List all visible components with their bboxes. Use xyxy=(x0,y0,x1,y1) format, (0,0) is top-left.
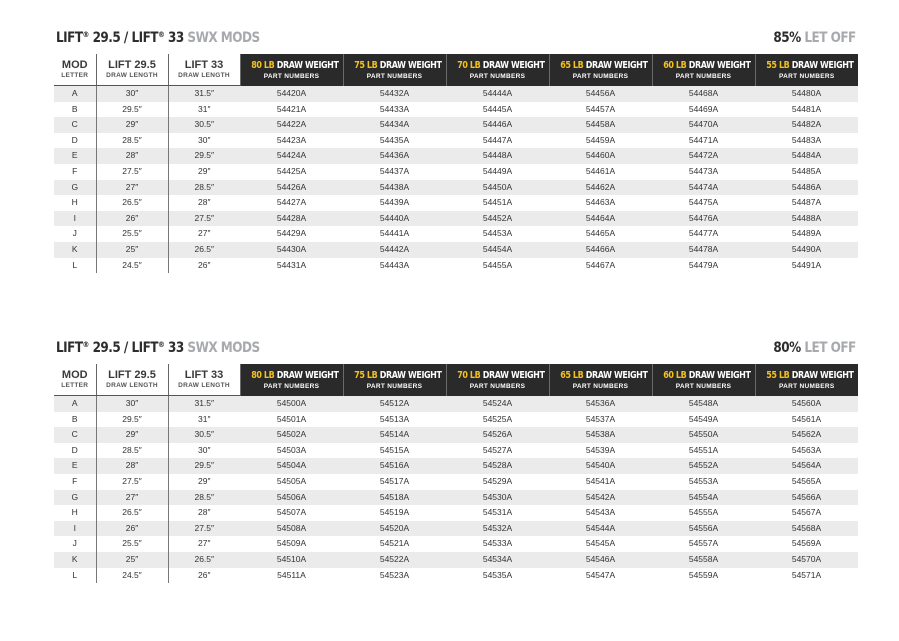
part-60lb-cell: 54476A xyxy=(652,211,755,227)
part-55lb-cell: 54483A xyxy=(755,133,858,149)
part-80lb-cell: 54504A xyxy=(240,458,343,474)
part-75lb-cell: 54441A xyxy=(343,226,446,242)
lift-29-5-length-cell: 29.5″ xyxy=(96,412,168,428)
lift-29-5-length-cell: 25.5″ xyxy=(96,226,168,242)
part-70lb-cell: 54455A xyxy=(446,258,549,274)
lift-33-length-cell: 28″ xyxy=(168,195,240,211)
part-75lb-cell: 54437A xyxy=(343,164,446,180)
part-60lb-cell: 54471A xyxy=(652,133,755,149)
lift-33-length-cell: 26.5″ xyxy=(168,552,240,568)
lift-29-5-length-cell: 27″ xyxy=(96,180,168,196)
table-row xyxy=(54,536,858,552)
mod-letter-cell: C xyxy=(54,117,96,133)
part-70lb-cell: 54532A xyxy=(446,521,549,537)
mod-letter-cell: G xyxy=(54,490,96,506)
mod-letter-cell: C xyxy=(54,427,96,443)
mod-letter-cell: K xyxy=(54,242,96,258)
part-65lb-cell: 54546A xyxy=(549,552,652,568)
mod-letter-cell: K xyxy=(54,552,96,568)
part-55lb-cell: 54568A xyxy=(755,521,858,537)
mod-letter-cell: H xyxy=(54,195,96,211)
mod-letter-cell: B xyxy=(54,412,96,428)
lift-29-5-length-cell: 28.5″ xyxy=(96,443,168,459)
part-70lb-cell: 54530A xyxy=(446,490,549,506)
let-off-label: 80% LET OFF xyxy=(773,340,856,356)
part-55lb-cell: 54565A xyxy=(755,474,858,490)
part-55lb-cell: 54571A xyxy=(755,568,858,584)
part-55lb-cell: 54490A xyxy=(755,242,858,258)
part-60lb-cell: 54554A xyxy=(652,490,755,506)
part-75lb-cell: 54517A xyxy=(343,474,446,490)
part-70lb-cell: 54454A xyxy=(446,242,549,258)
mod-letter-cell: D xyxy=(54,443,96,459)
lift-29-5-length-cell: 27.5″ xyxy=(96,164,168,180)
part-65lb-cell: 54459A xyxy=(549,133,652,149)
part-75lb-cell: 54515A xyxy=(343,443,446,459)
lift-33-length-cell: 30.5″ xyxy=(168,117,240,133)
part-65lb-cell: 54540A xyxy=(549,458,652,474)
table-row xyxy=(54,568,858,584)
table-row xyxy=(54,242,858,258)
mod-letter-cell: F xyxy=(54,474,96,490)
part-60lb-cell: 54550A xyxy=(652,427,755,443)
part-75lb-cell: 54514A xyxy=(343,427,446,443)
part-65lb-cell: 54543A xyxy=(549,505,652,521)
lift-33-length-cell: 30″ xyxy=(168,133,240,149)
part-65lb-cell: 54460A xyxy=(549,148,652,164)
table-row xyxy=(54,396,858,412)
part-75lb-cell: 54440A xyxy=(343,211,446,227)
header-80lb: 80 LB DRAW WEIGHT PART NUMBERS xyxy=(240,364,343,396)
part-60lb-cell: 54555A xyxy=(652,505,755,521)
header-75lb: 75 LB DRAW WEIGHT PART NUMBERS xyxy=(343,54,446,86)
part-65lb-cell: 54461A xyxy=(549,164,652,180)
part-60lb-cell: 54551A xyxy=(652,443,755,459)
part-75lb-cell: 54522A xyxy=(343,552,446,568)
part-60lb-cell: 54553A xyxy=(652,474,755,490)
part-70lb-cell: 54449A xyxy=(446,164,549,180)
table-row xyxy=(54,521,858,537)
header-55lb: 55 LB DRAW WEIGHT PART NUMBERS xyxy=(755,364,858,396)
header-lift-33: LIFT 33 DRAW LENGTH xyxy=(168,54,240,86)
part-60lb-cell: 54472A xyxy=(652,148,755,164)
part-80lb-cell: 54425A xyxy=(240,164,343,180)
header-65lb: 65 LB DRAW WEIGHT PART NUMBERS xyxy=(549,54,652,86)
part-55lb-cell: 54569A xyxy=(755,536,858,552)
part-80lb-cell: 54511A xyxy=(240,568,343,584)
table-row xyxy=(54,86,858,102)
header-70lb: 70 LB DRAW WEIGHT PART NUMBERS xyxy=(446,364,549,396)
part-80lb-cell: 54423A xyxy=(240,133,343,149)
part-65lb-cell: 54547A xyxy=(549,568,652,584)
lift-29-5-length-cell: 30″ xyxy=(96,396,168,412)
part-70lb-cell: 54535A xyxy=(446,568,549,584)
part-60lb-cell: 54556A xyxy=(652,521,755,537)
part-65lb-cell: 54539A xyxy=(549,443,652,459)
table-row xyxy=(54,474,858,490)
part-75lb-cell: 54442A xyxy=(343,242,446,258)
part-80lb-cell: 54510A xyxy=(240,552,343,568)
lift-29-5-length-cell: 26.5″ xyxy=(96,505,168,521)
table-header-row xyxy=(54,364,858,396)
lift-33-length-cell: 26″ xyxy=(168,258,240,274)
part-80lb-cell: 54431A xyxy=(240,258,343,274)
part-80lb-cell: 54506A xyxy=(240,490,343,506)
part-65lb-cell: 54464A xyxy=(549,211,652,227)
lift-33-length-cell: 31.5″ xyxy=(168,86,240,102)
part-70lb-cell: 54529A xyxy=(446,474,549,490)
part-75lb-cell: 54435A xyxy=(343,133,446,149)
mod-letter-cell: A xyxy=(54,396,96,412)
table-row xyxy=(54,180,858,196)
part-55lb-cell: 54480A xyxy=(755,86,858,102)
part-70lb-cell: 54447A xyxy=(446,133,549,149)
part-60lb-cell: 54468A xyxy=(652,86,755,102)
mod-letter-cell: G xyxy=(54,180,96,196)
lift-33-length-cell: 31.5″ xyxy=(168,396,240,412)
part-60lb-cell: 54558A xyxy=(652,552,755,568)
part-65lb-cell: 54545A xyxy=(549,536,652,552)
part-65lb-cell: 54544A xyxy=(549,521,652,537)
part-75lb-cell: 54434A xyxy=(343,117,446,133)
part-70lb-cell: 54533A xyxy=(446,536,549,552)
part-75lb-cell: 54443A xyxy=(343,258,446,274)
mod-letter-cell: E xyxy=(54,458,96,474)
lift-33-length-cell: 26″ xyxy=(168,568,240,584)
table-row xyxy=(54,443,858,459)
mods-section-80 xyxy=(54,336,858,583)
part-65lb-cell: 54467A xyxy=(549,258,652,274)
part-70lb-cell: 54526A xyxy=(446,427,549,443)
lift-29-5-length-cell: 28″ xyxy=(96,148,168,164)
lift-33-length-cell: 27.5″ xyxy=(168,521,240,537)
part-80lb-cell: 54422A xyxy=(240,117,343,133)
lift-33-length-cell: 29″ xyxy=(168,164,240,180)
lift-29-5-length-cell: 28″ xyxy=(96,458,168,474)
lift-29-5-length-cell: 29.5″ xyxy=(96,102,168,118)
part-70lb-cell: 54445A xyxy=(446,102,549,118)
part-55lb-cell: 54570A xyxy=(755,552,858,568)
mod-letter-cell: J xyxy=(54,536,96,552)
part-80lb-cell: 54500A xyxy=(240,396,343,412)
part-60lb-cell: 54475A xyxy=(652,195,755,211)
part-55lb-cell: 54484A xyxy=(755,148,858,164)
mod-letter-cell: D xyxy=(54,133,96,149)
header-60lb: 60 LB DRAW WEIGHT PART NUMBERS xyxy=(652,364,755,396)
table-row xyxy=(54,226,858,242)
part-55lb-cell: 54561A xyxy=(755,412,858,428)
part-75lb-cell: 54523A xyxy=(343,568,446,584)
part-75lb-cell: 54436A xyxy=(343,148,446,164)
part-55lb-cell: 54566A xyxy=(755,490,858,506)
header-lift-29-5: LIFT 29.5 DRAW LENGTH xyxy=(96,54,168,86)
lift-29-5-length-cell: 24.5″ xyxy=(96,258,168,274)
lift-33-length-cell: 28.5″ xyxy=(168,180,240,196)
part-65lb-cell: 54465A xyxy=(549,226,652,242)
lift-33-length-cell: 29.5″ xyxy=(168,458,240,474)
header-55lb: 55 LB DRAW WEIGHT PART NUMBERS xyxy=(755,54,858,86)
header-lift-33: LIFT 33 DRAW LENGTH xyxy=(168,364,240,396)
header-mod-letter: MOD LETTER xyxy=(54,54,96,86)
part-55lb-cell: 54562A xyxy=(755,427,858,443)
lift-33-length-cell: 29″ xyxy=(168,474,240,490)
part-55lb-cell: 54489A xyxy=(755,226,858,242)
lift-33-length-cell: 30″ xyxy=(168,443,240,459)
lift-33-length-cell: 29.5″ xyxy=(168,148,240,164)
header-mod-letter: MOD LETTER xyxy=(54,364,96,396)
part-60lb-cell: 54548A xyxy=(652,396,755,412)
part-60lb-cell: 54470A xyxy=(652,117,755,133)
lift-29-5-length-cell: 26″ xyxy=(96,521,168,537)
mod-letter-cell: I xyxy=(54,521,96,537)
table-row xyxy=(54,258,858,274)
table-row xyxy=(54,427,858,443)
part-55lb-cell: 54486A xyxy=(755,180,858,196)
lift-29-5-length-cell: 24.5″ xyxy=(96,568,168,584)
lift-33-length-cell: 27″ xyxy=(168,536,240,552)
part-55lb-cell: 54564A xyxy=(755,458,858,474)
table-row xyxy=(54,458,858,474)
part-70lb-cell: 54534A xyxy=(446,552,549,568)
part-55lb-cell: 54482A xyxy=(755,117,858,133)
part-60lb-cell: 54549A xyxy=(652,412,755,428)
part-70lb-cell: 54452A xyxy=(446,211,549,227)
part-75lb-cell: 54433A xyxy=(343,102,446,118)
lift-33-length-cell: 28.5″ xyxy=(168,490,240,506)
part-80lb-cell: 54420A xyxy=(240,86,343,102)
part-80lb-cell: 54502A xyxy=(240,427,343,443)
part-60lb-cell: 54478A xyxy=(652,242,755,258)
part-70lb-cell: 54531A xyxy=(446,505,549,521)
header-lift-29-5: LIFT 29.5 DRAW LENGTH xyxy=(96,364,168,396)
table-row xyxy=(54,133,858,149)
lift-29-5-length-cell: 25″ xyxy=(96,552,168,568)
lift-33-length-cell: 27″ xyxy=(168,226,240,242)
part-75lb-cell: 54516A xyxy=(343,458,446,474)
section-title-row xyxy=(54,336,858,364)
table-row xyxy=(54,148,858,164)
mod-letter-cell: L xyxy=(54,568,96,584)
lift-29-5-length-cell: 27″ xyxy=(96,490,168,506)
part-65lb-cell: 54542A xyxy=(549,490,652,506)
part-number-table xyxy=(54,54,858,273)
table-row xyxy=(54,195,858,211)
mod-letter-cell: A xyxy=(54,86,96,102)
part-75lb-cell: 54439A xyxy=(343,195,446,211)
table-row xyxy=(54,211,858,227)
part-60lb-cell: 54477A xyxy=(652,226,755,242)
lift-33-length-cell: 27.5″ xyxy=(168,211,240,227)
section-title: LIFT® 29.5 / LIFT® 33 SWX MODS xyxy=(56,340,260,356)
part-75lb-cell: 54520A xyxy=(343,521,446,537)
part-80lb-cell: 54430A xyxy=(240,242,343,258)
part-70lb-cell: 54453A xyxy=(446,226,549,242)
part-55lb-cell: 54491A xyxy=(755,258,858,274)
part-80lb-cell: 54501A xyxy=(240,412,343,428)
part-65lb-cell: 54457A xyxy=(549,102,652,118)
part-65lb-cell: 54541A xyxy=(549,474,652,490)
part-70lb-cell: 54448A xyxy=(446,148,549,164)
lift-33-length-cell: 31″ xyxy=(168,102,240,118)
part-65lb-cell: 54536A xyxy=(549,396,652,412)
part-80lb-cell: 54509A xyxy=(240,536,343,552)
table-row xyxy=(54,412,858,428)
part-60lb-cell: 54479A xyxy=(652,258,755,274)
part-80lb-cell: 54503A xyxy=(240,443,343,459)
part-65lb-cell: 54462A xyxy=(549,180,652,196)
header-65lb: 65 LB DRAW WEIGHT PART NUMBERS xyxy=(549,364,652,396)
part-70lb-cell: 54446A xyxy=(446,117,549,133)
lift-33-length-cell: 28″ xyxy=(168,505,240,521)
table-row xyxy=(54,505,858,521)
part-65lb-cell: 54456A xyxy=(549,86,652,102)
header-60lb: 60 LB DRAW WEIGHT PART NUMBERS xyxy=(652,54,755,86)
part-80lb-cell: 54428A xyxy=(240,211,343,227)
part-70lb-cell: 54525A xyxy=(446,412,549,428)
header-80lb: 80 LB DRAW WEIGHT PART NUMBERS xyxy=(240,54,343,86)
part-75lb-cell: 54432A xyxy=(343,86,446,102)
mod-letter-cell: I xyxy=(54,211,96,227)
part-55lb-cell: 54488A xyxy=(755,211,858,227)
part-70lb-cell: 54444A xyxy=(446,86,549,102)
lift-33-length-cell: 26.5″ xyxy=(168,242,240,258)
lift-29-5-length-cell: 29″ xyxy=(96,427,168,443)
part-60lb-cell: 54552A xyxy=(652,458,755,474)
part-60lb-cell: 54469A xyxy=(652,102,755,118)
mods-section-85 xyxy=(54,26,858,273)
part-80lb-cell: 54424A xyxy=(240,148,343,164)
mod-letter-cell: F xyxy=(54,164,96,180)
lift-29-5-length-cell: 26.5″ xyxy=(96,195,168,211)
part-60lb-cell: 54473A xyxy=(652,164,755,180)
table-row xyxy=(54,117,858,133)
section-title-row xyxy=(54,26,858,54)
part-75lb-cell: 54518A xyxy=(343,490,446,506)
part-75lb-cell: 54513A xyxy=(343,412,446,428)
part-55lb-cell: 54481A xyxy=(755,102,858,118)
table-header-row xyxy=(54,54,858,86)
part-60lb-cell: 54474A xyxy=(652,180,755,196)
part-80lb-cell: 54429A xyxy=(240,226,343,242)
lift-29-5-length-cell: 25″ xyxy=(96,242,168,258)
mod-letter-cell: L xyxy=(54,258,96,274)
part-80lb-cell: 54507A xyxy=(240,505,343,521)
lift-29-5-length-cell: 28.5″ xyxy=(96,133,168,149)
lift-33-length-cell: 31″ xyxy=(168,412,240,428)
part-65lb-cell: 54463A xyxy=(549,195,652,211)
mod-letter-cell: J xyxy=(54,226,96,242)
part-75lb-cell: 54438A xyxy=(343,180,446,196)
mod-letter-cell: H xyxy=(54,505,96,521)
lift-29-5-length-cell: 27.5″ xyxy=(96,474,168,490)
mod-letter-cell: E xyxy=(54,148,96,164)
part-75lb-cell: 54519A xyxy=(343,505,446,521)
table-row xyxy=(54,102,858,118)
header-75lb: 75 LB DRAW WEIGHT PART NUMBERS xyxy=(343,364,446,396)
lift-29-5-length-cell: 29″ xyxy=(96,117,168,133)
part-75lb-cell: 54512A xyxy=(343,396,446,412)
part-80lb-cell: 54421A xyxy=(240,102,343,118)
lift-29-5-length-cell: 25.5″ xyxy=(96,536,168,552)
header-70lb: 70 LB DRAW WEIGHT PART NUMBERS xyxy=(446,54,549,86)
part-80lb-cell: 54508A xyxy=(240,521,343,537)
part-55lb-cell: 54567A xyxy=(755,505,858,521)
part-80lb-cell: 54427A xyxy=(240,195,343,211)
part-80lb-cell: 54505A xyxy=(240,474,343,490)
part-65lb-cell: 54538A xyxy=(549,427,652,443)
part-70lb-cell: 54451A xyxy=(446,195,549,211)
part-75lb-cell: 54521A xyxy=(343,536,446,552)
part-55lb-cell: 54563A xyxy=(755,443,858,459)
table-row xyxy=(54,552,858,568)
part-55lb-cell: 54485A xyxy=(755,164,858,180)
part-70lb-cell: 54450A xyxy=(446,180,549,196)
part-80lb-cell: 54426A xyxy=(240,180,343,196)
part-70lb-cell: 54527A xyxy=(446,443,549,459)
lift-29-5-length-cell: 26″ xyxy=(96,211,168,227)
lift-33-length-cell: 30.5″ xyxy=(168,427,240,443)
part-65lb-cell: 54458A xyxy=(549,117,652,133)
section-title: LIFT® 29.5 / LIFT® 33 SWX MODS xyxy=(56,30,260,46)
table-row xyxy=(54,164,858,180)
table-row xyxy=(54,490,858,506)
part-70lb-cell: 54524A xyxy=(446,396,549,412)
part-55lb-cell: 54560A xyxy=(755,396,858,412)
lift-29-5-length-cell: 30″ xyxy=(96,86,168,102)
part-60lb-cell: 54559A xyxy=(652,568,755,584)
part-65lb-cell: 54466A xyxy=(549,242,652,258)
part-70lb-cell: 54528A xyxy=(446,458,549,474)
part-55lb-cell: 54487A xyxy=(755,195,858,211)
part-65lb-cell: 54537A xyxy=(549,412,652,428)
part-60lb-cell: 54557A xyxy=(652,536,755,552)
part-number-table xyxy=(54,364,858,583)
mod-letter-cell: B xyxy=(54,102,96,118)
let-off-label: 85% LET OFF xyxy=(773,30,856,46)
